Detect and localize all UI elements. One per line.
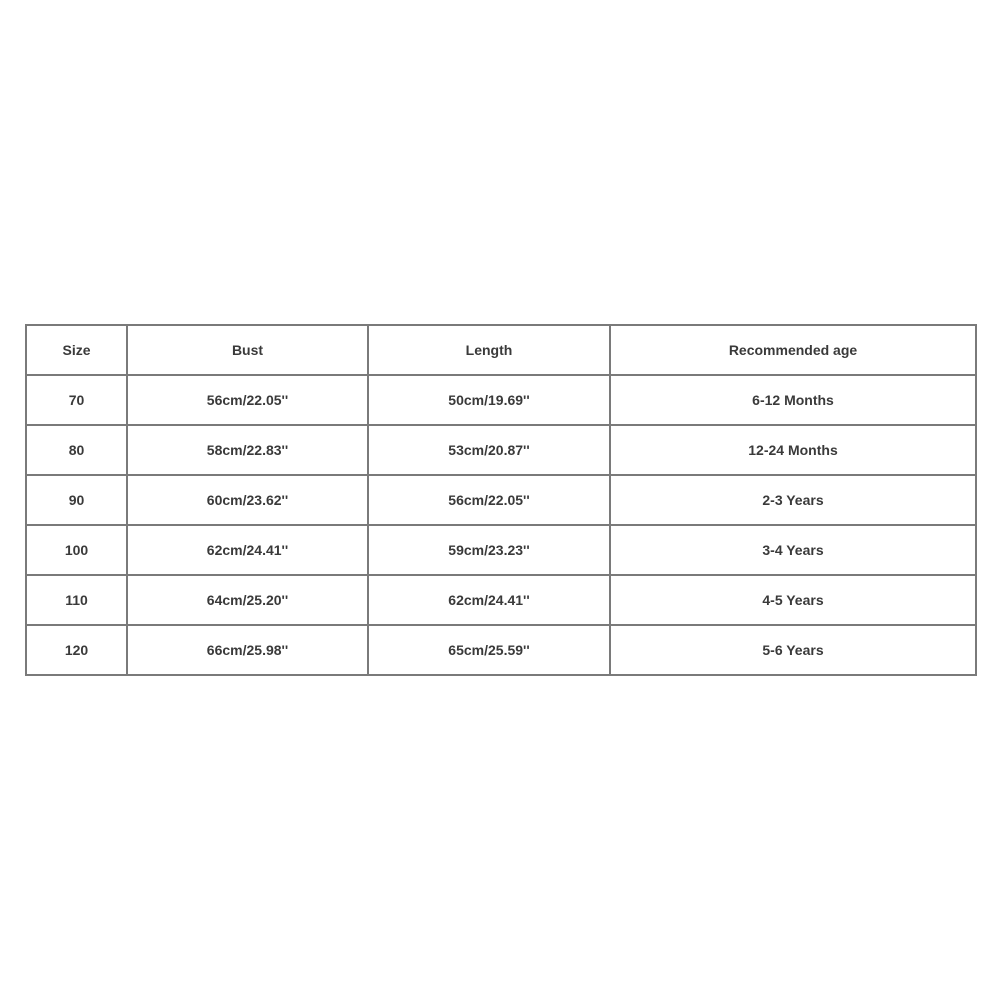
- cell-size: 80: [26, 425, 127, 475]
- cell-age: 5-6 Years: [610, 625, 976, 675]
- cell-bust: 56cm/22.05'': [127, 375, 368, 425]
- table-row: [26, 525, 976, 575]
- table-row: [26, 575, 976, 625]
- header-size: Size: [26, 325, 127, 375]
- size-chart-body: [26, 375, 976, 675]
- cell-size: 100: [26, 525, 127, 575]
- cell-bust: 60cm/23.62'': [127, 475, 368, 525]
- cell-bust: 58cm/22.83'': [127, 425, 368, 475]
- cell-size: 90: [26, 475, 127, 525]
- cell-age: 2-3 Years: [610, 475, 976, 525]
- cell-length: 62cm/24.41'': [368, 575, 610, 625]
- cell-bust: 64cm/25.20'': [127, 575, 368, 625]
- cell-length: 50cm/19.69'': [368, 375, 610, 425]
- cell-bust: 62cm/24.41'': [127, 525, 368, 575]
- table-row: [26, 375, 976, 425]
- table-row: [26, 475, 976, 525]
- header-recommended-age: Recommended age: [610, 325, 976, 375]
- cell-age: 3-4 Years: [610, 525, 976, 575]
- cell-age: 4-5 Years: [610, 575, 976, 625]
- cell-size: 120: [26, 625, 127, 675]
- cell-age: 12-24 Months: [610, 425, 976, 475]
- cell-length: 65cm/25.59'': [368, 625, 610, 675]
- cell-age: 6-12 Months: [610, 375, 976, 425]
- header-bust: Bust: [127, 325, 368, 375]
- cell-bust: 66cm/25.98'': [127, 625, 368, 675]
- size-chart-header: [26, 325, 976, 375]
- cell-size: 70: [26, 375, 127, 425]
- cell-length: 56cm/22.05'': [368, 475, 610, 525]
- table-row: [26, 425, 976, 475]
- cell-size: 110: [26, 575, 127, 625]
- size-chart-table: [25, 324, 977, 676]
- header-row: [26, 325, 976, 375]
- cell-length: 53cm/20.87'': [368, 425, 610, 475]
- table-row: [26, 625, 976, 675]
- header-length: Length: [368, 325, 610, 375]
- cell-length: 59cm/23.23'': [368, 525, 610, 575]
